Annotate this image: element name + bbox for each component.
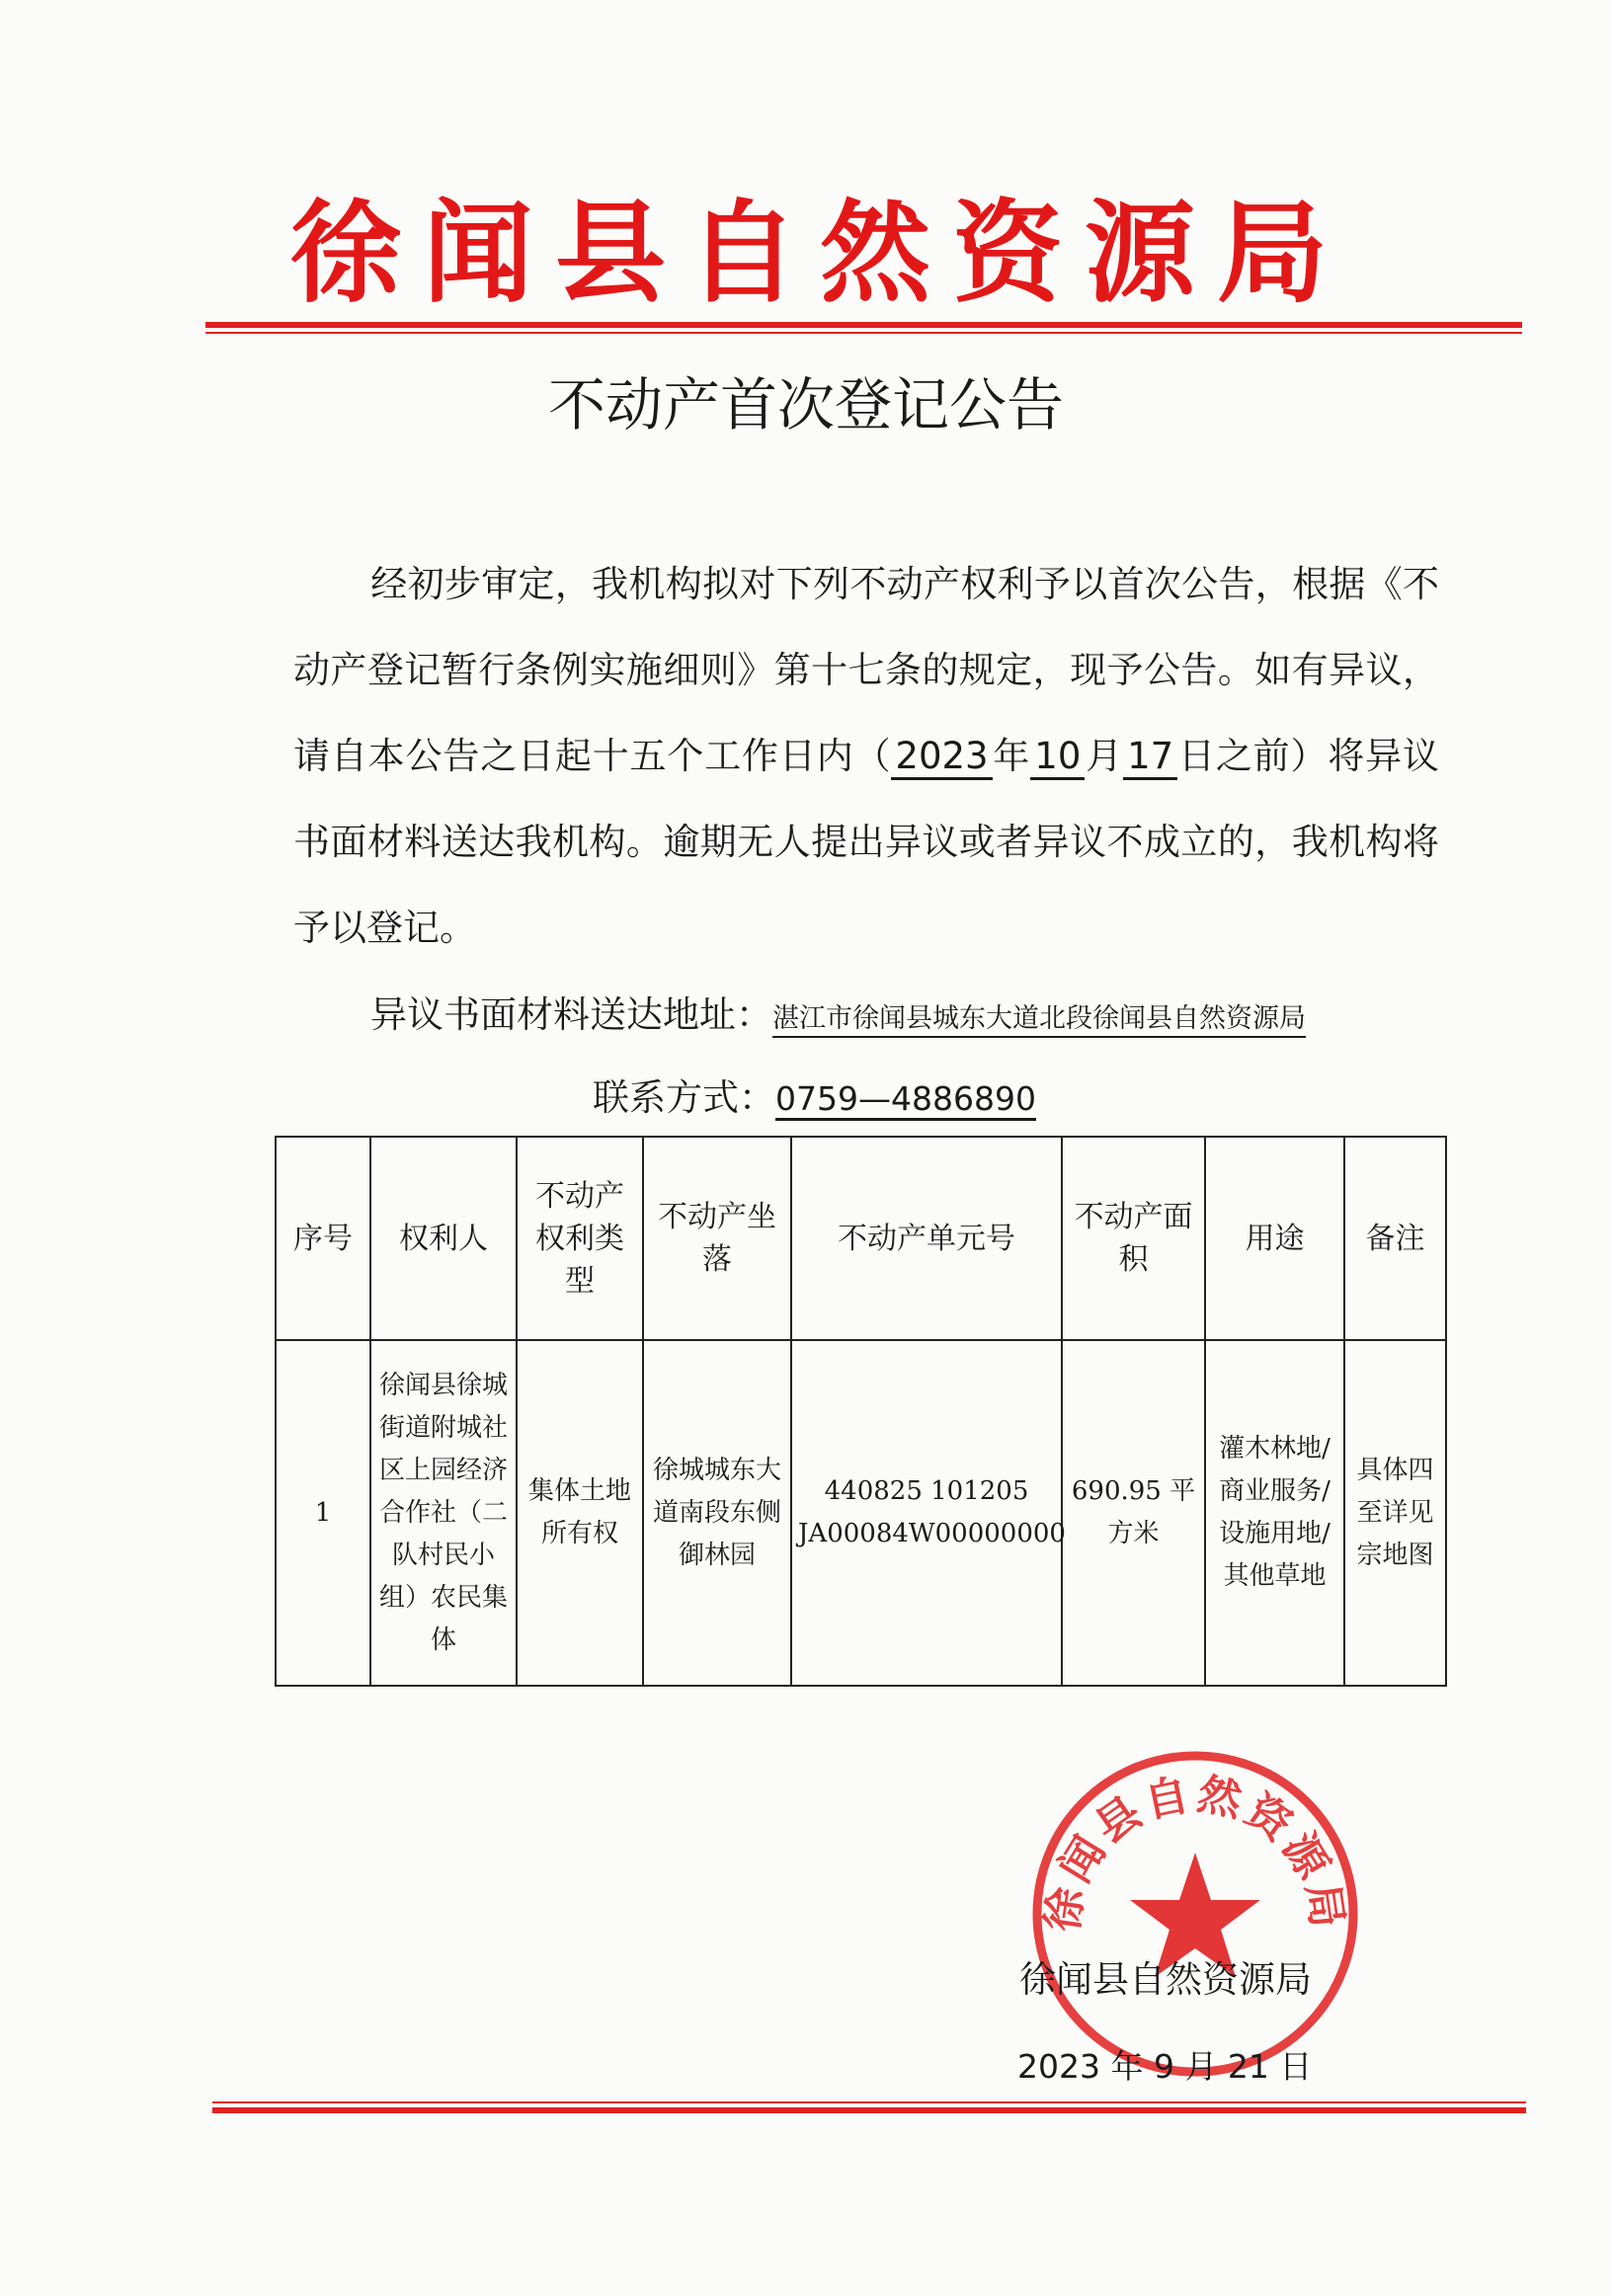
signature-date: 2023 年 9 月 21 日	[1017, 2047, 1313, 2086]
cell-area: 690.95 平方米	[1062, 1340, 1205, 1686]
address-row	[370, 986, 1306, 1049]
signature-name: 徐闻县自然资源局	[1019, 1958, 1312, 2001]
cell-holder: 徐闻县徐城街道附城社区上园经济合作社（二队村民小组）农民集体	[370, 1340, 517, 1686]
header-rule-thin	[205, 332, 1522, 334]
header-seq: 序号	[276, 1137, 370, 1340]
deadline-year: 2023	[891, 735, 992, 780]
contact-row	[593, 1069, 1036, 1129]
cell-right-type: 集体土地所有权	[517, 1340, 643, 1686]
header-holder: 权利人	[370, 1137, 517, 1340]
footer-rule-thin	[212, 2101, 1526, 2103]
header-right-type: 不动产权利类型	[517, 1137, 643, 1340]
header-area: 不动产面积	[1062, 1137, 1205, 1340]
cell-location: 徐城城东大道南段东侧御林园	[643, 1340, 791, 1686]
header-location: 不动产坐落	[643, 1137, 791, 1340]
header-remarks: 备注	[1344, 1137, 1446, 1340]
seal-text: 徐闻县自然资源局	[1037, 1769, 1353, 1936]
property-table	[275, 1136, 1447, 1687]
header-rule-thick	[205, 322, 1522, 328]
contact-value: 0759—4886890	[775, 1079, 1036, 1121]
contact-label: 联系方式：	[593, 1076, 775, 1119]
notice-title: 不动产首次登记公告	[547, 371, 1064, 438]
deadline-day: 17	[1123, 735, 1177, 780]
cell-unit-number: 440825 101205 JA00084W00000000	[791, 1340, 1062, 1686]
cell-seq: 1	[276, 1340, 370, 1686]
footer-rule-thick	[212, 2107, 1526, 2113]
cell-remarks: 具体四至详见宗地图	[1344, 1340, 1446, 1686]
address-label: 异议书面材料送达地址：	[370, 993, 772, 1036]
deadline-month: 10	[1030, 735, 1085, 780]
header-unit-number: 不动产单元号	[791, 1137, 1062, 1340]
official-seal	[1027, 1746, 1363, 2082]
header-usage: 用途	[1205, 1137, 1344, 1340]
table-row	[276, 1340, 1446, 1686]
notice-paragraph: 经初步审定，我机构拟对下列不动产权利予以首次公告，根据《不动产登记暂行条例实施细则》第十七条的规定，现予公告。如有异议，请自本公告之日起十五个工作日内（ 2023 年 10 月 17 日之前）将异议书面材料送达我机构。逾期无人提出异议或者异议不成立的，我机构将予以登记。	[293, 563, 1440, 949]
cell-usage: 灌木林地/商业服务/设施用地/其他草地	[1205, 1340, 1344, 1686]
agency-header: 徐闻县自然资源局	[290, 189, 1349, 318]
address-value: 湛江市徐闻县城东大道北段徐闻县自然资源局	[772, 1003, 1306, 1038]
table-header-row	[276, 1137, 1446, 1340]
